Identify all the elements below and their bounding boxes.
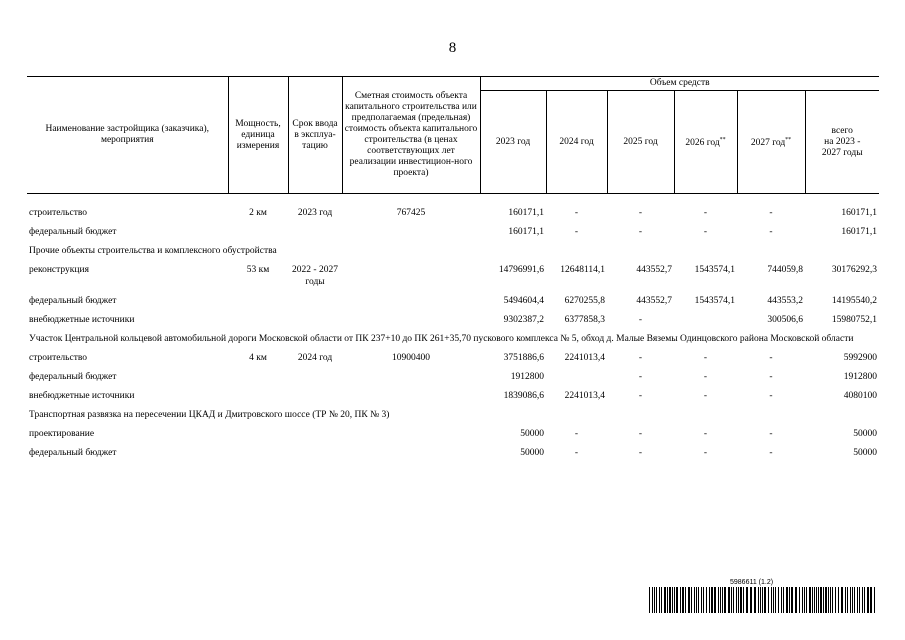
barcode-bar (804, 587, 805, 613)
cell-name: Прочие объекты строительства и комплексного обустройства (29, 246, 277, 256)
header-2027-label: 2027 год (750, 138, 786, 149)
cell-total (805, 242, 879, 261)
cell-total: 160171,1 (841, 208, 877, 218)
cell-v2025: 443552,7 (636, 296, 672, 306)
header-term: Срок ввода в эксплуа-тацию (288, 77, 342, 194)
cell-cost: 767425 (396, 208, 426, 218)
barcode-bar (652, 587, 653, 613)
cell-v2026 (674, 311, 737, 330)
table-row (27, 223, 879, 242)
cell-v2026: - (703, 391, 708, 401)
barcode-bar (698, 587, 699, 613)
barcode-bar (701, 587, 702, 613)
cell-term (288, 368, 342, 387)
cell-term (288, 311, 342, 330)
cell-v2025: - (638, 372, 643, 382)
barcode-bar (818, 587, 819, 613)
barcode (649, 587, 879, 613)
barcode-bar (762, 587, 763, 613)
cell-v2024: 2241013,4 (564, 391, 605, 401)
barcode-bar (709, 587, 710, 613)
cell-v2026: 1543574,1 (694, 265, 735, 275)
cell-name: федеральный бюджет (29, 372, 117, 382)
cell-v2026: 1543574,1 (694, 296, 735, 306)
cell-v2024 (546, 242, 607, 261)
cell-name: строительство (29, 208, 88, 218)
cell-total: 1912800 (843, 372, 877, 382)
cell-capacity (228, 444, 288, 463)
cell-capacity (228, 425, 288, 444)
cell-v2027: 300506,6 (767, 315, 803, 325)
header-total (805, 91, 879, 194)
cell-total: 14195540,2 (831, 296, 877, 306)
cell-v2023 (480, 242, 546, 261)
barcode-bar (841, 587, 843, 613)
barcode-bar (847, 587, 848, 613)
cell-total: 15980752,1 (831, 315, 877, 325)
cell-v2024 (546, 406, 607, 425)
barcode-bar (649, 587, 650, 613)
cell-cost (342, 387, 480, 406)
cell-term (288, 425, 342, 444)
table-row (27, 204, 879, 223)
cell-total: 5992900 (843, 353, 877, 363)
barcode-bar (816, 587, 817, 613)
cell-v2026 (674, 406, 737, 425)
cell-v2024: - (574, 429, 579, 439)
barcode-bar (809, 587, 811, 613)
cell-name: федеральный бюджет (29, 227, 117, 237)
table-row (27, 406, 879, 425)
table-row (27, 311, 879, 330)
barcode-bar (711, 587, 713, 613)
cell-capacity (228, 368, 288, 387)
barcode-bar (667, 587, 668, 613)
cell-v2024: - (574, 208, 579, 218)
barcode-bar (736, 587, 737, 613)
cell-v2024: 2241013,4 (564, 353, 605, 363)
barcode-bar (731, 587, 732, 613)
footnote-mark: ** (785, 136, 792, 143)
barcode-bar (850, 587, 851, 613)
cell-term: 2023 год (297, 208, 333, 218)
table-row (27, 368, 879, 387)
cell-v2024: 6377858,3 (564, 315, 605, 325)
barcode-bar (682, 587, 684, 613)
cell-total: 4080100 (843, 391, 877, 401)
cell-v2027: - (769, 429, 773, 439)
barcode-bar (758, 587, 759, 613)
investment-table (27, 76, 879, 463)
cell-v2026: - (703, 448, 708, 458)
table-row (27, 387, 879, 406)
cell-v2025 (607, 406, 674, 425)
cell-capacity (228, 311, 288, 330)
barcode-bar (812, 587, 813, 613)
cell-v2023: 5494604,4 (503, 296, 544, 306)
cell-name: Транспортная развязка на пересечении ЦКАД и Дмитровского шоссе (ТР № 20, ПК № 3) (29, 410, 390, 420)
cell-v2023: 160171,1 (508, 227, 544, 237)
cell-v2026: - (703, 353, 708, 363)
cell-name: федеральный бюджет (29, 448, 117, 458)
barcode-bar (696, 587, 697, 613)
cell-v2023: 50000 (520, 429, 544, 439)
barcode-bar (722, 587, 723, 613)
cell-capacity (228, 223, 288, 242)
barcode-bar (760, 587, 761, 613)
cell-cost (342, 368, 480, 387)
barcode-bar (781, 587, 782, 613)
footnote-mark: ** (719, 136, 726, 143)
barcode-bar (778, 587, 779, 613)
cell-v2027: - (769, 353, 773, 363)
barcode-bar (814, 587, 815, 613)
barcode-bar (775, 587, 776, 613)
header-total-line1: всего (831, 125, 853, 136)
barcode-bar (799, 587, 800, 613)
cell-name: внебюджетные источники (29, 391, 135, 401)
barcode-bar (835, 587, 836, 613)
barcode-bar (820, 587, 822, 613)
cell-capacity: 2 км (249, 208, 267, 218)
cell-cost (342, 311, 480, 330)
cell-term (288, 292, 342, 311)
cell-v2027: - (769, 391, 773, 401)
cell-term: 2022 - 2027 годы (292, 265, 338, 287)
barcode-bar (718, 587, 719, 613)
cell-v2025: - (638, 429, 643, 439)
cell-term (288, 223, 342, 242)
table-row (27, 242, 879, 261)
cell-capacity: 53 км (246, 265, 270, 275)
cell-v2023: 14796991,6 (498, 265, 544, 275)
header-funds: Объем средств (480, 77, 879, 91)
barcode-bar (656, 587, 657, 613)
table-row (27, 349, 879, 368)
barcode-bar (830, 587, 831, 613)
barcode-bar (676, 587, 678, 613)
cell-v2023: 160171,1 (508, 208, 544, 218)
barcode-bar (714, 587, 716, 613)
cell-v2027: - (769, 372, 773, 382)
cell-v2025: - (638, 448, 643, 458)
cell-v2027 (737, 406, 805, 425)
cell-v2023: 50000 (520, 448, 544, 458)
header-2026-label: 2026 год (685, 138, 720, 149)
barcode-bar (724, 587, 726, 613)
cell-cost (342, 425, 480, 444)
cell-v2027: - (769, 208, 773, 218)
barcode-bar (703, 587, 704, 613)
barcode-bar (854, 587, 855, 613)
header-2026 (674, 91, 737, 194)
header-2027 (737, 91, 805, 194)
cell-v2025: - (638, 315, 643, 325)
cell-v2026: - (703, 429, 708, 439)
cell-v2024 (546, 368, 607, 387)
cell-total: 50000 (853, 448, 877, 458)
barcode-bar (791, 587, 793, 613)
cell-cost (342, 261, 480, 292)
cell-v2024: - (574, 448, 579, 458)
barcode-bar (664, 587, 666, 613)
cell-v2023 (480, 406, 546, 425)
cell-v2024: 12648114,1 (560, 265, 605, 275)
barcode-bar (706, 587, 707, 613)
barcode-bar (806, 587, 807, 613)
cell-v2027: - (769, 448, 773, 458)
cell-v2025: - (638, 227, 643, 237)
cell-v2023: 1912800 (510, 372, 544, 382)
barcode-bar (694, 587, 695, 613)
barcode-bar (750, 587, 752, 613)
barcode-bar (754, 587, 756, 613)
table-row (27, 425, 879, 444)
table-row (27, 444, 879, 463)
barcode-bar (672, 587, 673, 613)
header-capacity: Мощность, единица измерения (228, 77, 288, 194)
barcode-bar (688, 587, 690, 613)
header-total-line3: 2027 годы (821, 147, 863, 158)
cell-term (288, 444, 342, 463)
barcode-bar (738, 587, 739, 613)
header-2025: 2025 год (607, 91, 674, 194)
header-cost: Сметная стоимость объекта капитального строительства или предполагаемая (предельная) стоимость объекта капитального строительства (в ценах соответствующих лет реализации инвестицион-ного проекта) (342, 77, 480, 194)
barcode-bar (674, 587, 675, 613)
cell-total (805, 406, 879, 425)
barcode-bar (680, 587, 681, 613)
barcode-bar (691, 587, 692, 613)
cell-v2024: 6270255,8 (564, 296, 605, 306)
cell-name: строительство (29, 353, 88, 363)
barcode-bar (832, 587, 833, 613)
cell-v2026: - (703, 208, 708, 218)
barcode-bar (746, 587, 748, 613)
cell-capacity (228, 387, 288, 406)
cell-cost: 10900400 (392, 353, 430, 363)
cell-total: 50000 (853, 429, 877, 439)
page-number: 8 (448, 40, 457, 56)
cell-v2025: - (638, 208, 643, 218)
barcode-bar (795, 587, 797, 613)
barcode-bar (862, 587, 863, 613)
header-2024: 2024 год (546, 91, 607, 194)
cell-total: 160171,1 (841, 227, 877, 237)
barcode-bar (802, 587, 803, 613)
table-row (27, 330, 879, 349)
barcode-bar (870, 587, 872, 613)
cell-v2023: 1839086,6 (503, 391, 544, 401)
cell-name: Участок Центральной кольцевой автомобильной дороги Московской области от ПК 237+10 до ПК 261+35,70 пускового комплекса № 5, обход д. Малые Вяземы Одинцовского района Московской области (29, 334, 854, 344)
barcode-bar (771, 587, 772, 613)
barcode-bar (743, 587, 744, 613)
table-row (27, 261, 879, 292)
cell-cost (342, 242, 480, 261)
cell-v2026: - (703, 227, 708, 237)
table-body (27, 194, 879, 464)
cell-capacity: 4 км (249, 353, 267, 363)
cell-v2026: - (703, 372, 708, 382)
barcode-bar (773, 587, 774, 613)
cell-v2026 (674, 242, 737, 261)
cell-v2025: - (638, 353, 643, 363)
header-name: Наименование застройщика (заказчика), мероприятия (27, 77, 228, 194)
cell-total: 30176292,3 (831, 265, 877, 275)
cell-capacity (228, 292, 288, 311)
cell-v2027: 744059,8 (767, 265, 803, 275)
cell-name: внебюджетные источники (29, 315, 135, 325)
barcode-bar (864, 587, 865, 613)
barcode-bar (786, 587, 788, 613)
barcode-bar (669, 587, 671, 613)
barcode-bar (845, 587, 846, 613)
barcode-bar (867, 587, 869, 613)
barcode-bar (733, 587, 734, 613)
cell-v2027: 443553,2 (767, 296, 803, 306)
barcode-bar (783, 587, 784, 613)
cell-v2027 (737, 242, 805, 261)
table-header (27, 77, 879, 194)
cell-v2023: 9302387,2 (503, 315, 544, 325)
barcode-bar (825, 587, 827, 613)
cell-v2023: 3751886,6 (503, 353, 544, 363)
table-row (27, 292, 879, 311)
cell-cost (342, 292, 480, 311)
cell-term: 2024 год (297, 353, 333, 363)
cell-term (288, 242, 342, 261)
barcode-bar (661, 587, 662, 613)
header-2023: 2023 год (480, 91, 546, 194)
barcode-bar (764, 587, 766, 613)
cell-v2025: - (638, 391, 643, 401)
cell-v2025 (607, 242, 674, 261)
cell-name: реконструкция (29, 265, 89, 275)
barcode-bar (874, 587, 875, 613)
barcode-bar (859, 587, 860, 613)
barcode-bar (823, 587, 824, 613)
barcode-bar (659, 587, 660, 613)
cell-v2027: - (769, 227, 773, 237)
cell-name: проектирование (29, 429, 95, 439)
barcode-bar (828, 587, 829, 613)
barcode-bar (789, 587, 790, 613)
barcode-label: 5986611 (1.2) (730, 579, 774, 586)
cell-term (288, 387, 342, 406)
barcode-bar (720, 587, 721, 613)
barcode-bar (838, 587, 839, 613)
header-total-line2: на 2023 - (824, 136, 861, 147)
barcode-bar (852, 587, 853, 613)
barcode-bar (654, 587, 655, 613)
barcode-bar (768, 587, 769, 613)
cell-cost (342, 444, 480, 463)
barcode-bar (857, 587, 858, 613)
cell-cost (342, 223, 480, 242)
cell-name: федеральный бюджет (29, 296, 117, 306)
cell-v2024: - (574, 227, 579, 237)
barcode-bar (740, 587, 742, 613)
cell-v2025: 443552,7 (636, 265, 672, 275)
barcode-bar (728, 587, 730, 613)
barcode-bar (685, 587, 686, 613)
